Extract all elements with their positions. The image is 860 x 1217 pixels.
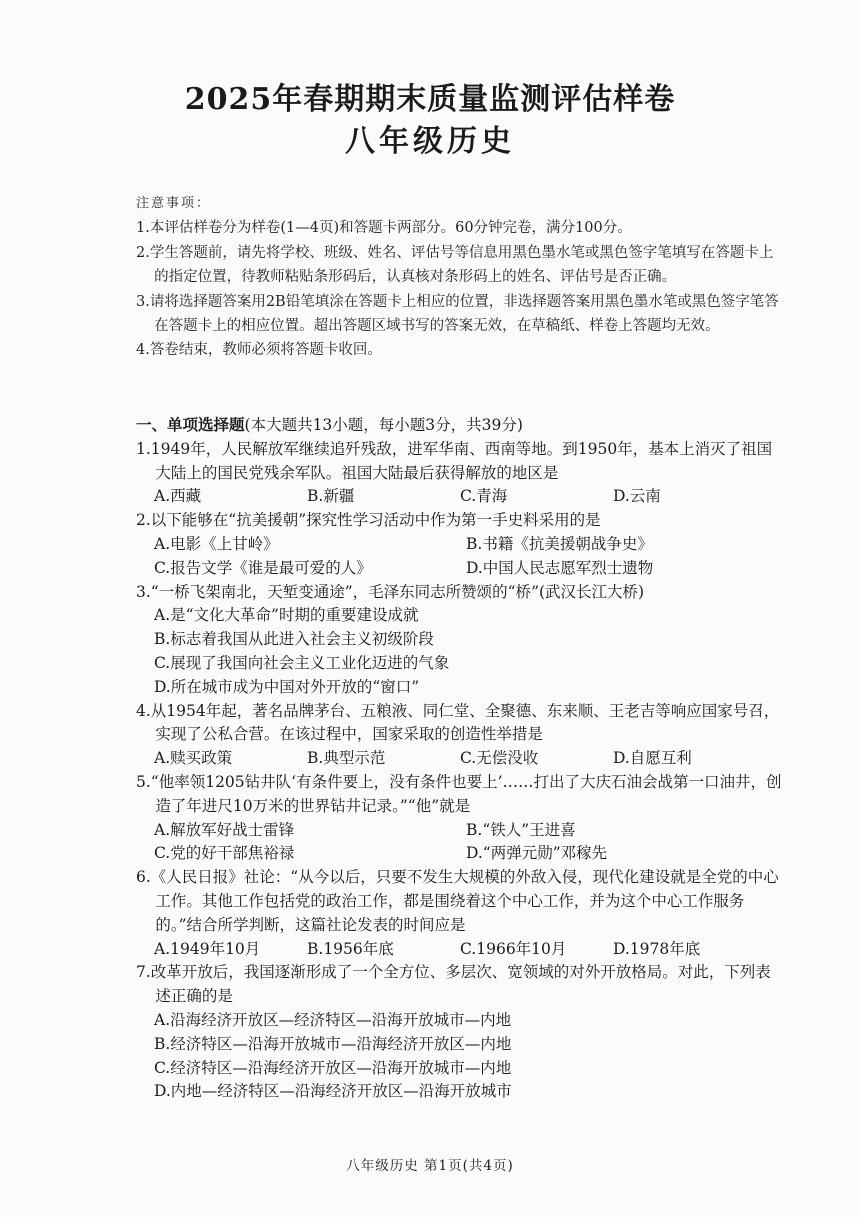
option-a: A.1949年10月 bbox=[154, 939, 261, 958]
option-a: A.电影《上甘岭》 bbox=[154, 534, 279, 553]
question-stem: 1.1949年，人民解放军继续追歼残敌，进军华南、西南等地。到1950年，基本上消灭了祖国大陆上的国民党残余军队。祖国大陆最后获得解放的地区是 bbox=[136, 439, 773, 482]
question-6 bbox=[136, 866, 786, 961]
option-b: B.1956年底 bbox=[307, 939, 394, 958]
option-a: A.是“文化大革命”时期的重要建设成就 bbox=[154, 606, 419, 625]
question-5 bbox=[136, 771, 786, 866]
options-row bbox=[136, 938, 786, 962]
option-a: A.赎买政策 bbox=[154, 749, 233, 768]
notes-block bbox=[136, 192, 786, 363]
option-b: B.新疆 bbox=[307, 487, 355, 506]
options-row bbox=[136, 557, 786, 581]
options-row bbox=[136, 533, 786, 557]
page-footer: 八年级历史 第1页(共4页) bbox=[346, 1158, 514, 1174]
option-c: C.报告文学《谁是最可爱的人》 bbox=[154, 558, 372, 577]
option-d: D.1978年底 bbox=[613, 939, 701, 958]
option-a: A.西藏 bbox=[154, 487, 202, 506]
option-b: B.书籍《抗美援朝战争史》 bbox=[466, 534, 653, 553]
note-item: 1.本评估样卷分为样卷(1—4页)和答题卡两部分。60分钟完卷，满分100分。 bbox=[136, 220, 632, 237]
question-4 bbox=[136, 700, 786, 771]
option-d: D.内地—经济特区—沿海经济开放区—沿海开放城市 bbox=[154, 1082, 512, 1101]
question-stem: 7.改革开放后，我国逐渐形成了一个全方位、多层次、宽领域的对外开放格局。对此，下列表述正确的是 bbox=[136, 963, 771, 1006]
question-1 bbox=[136, 438, 786, 509]
option-b: B.经济特区—沿海开放城市—沿海经济开放区—内地 bbox=[154, 1034, 512, 1053]
option-a: A.沿海经济开放区—经济特区—沿海开放城市—内地 bbox=[154, 1010, 512, 1029]
question-stem: 6.《人民日报》社论：“从今以后，只要不发生大规模的外敌入侵，现代化建设就是全党的中心工作。其他工作包括党的政治工作，都是围绕着这个中心工作，并为这个中心工作服务的。”结合所学判断，这篇社论发表的时间应是 bbox=[136, 868, 779, 934]
section-info: (本大题共13小题，每小题3分，共39分) bbox=[244, 416, 523, 434]
option-d: D.“两弹元勋”邓稼先 bbox=[466, 844, 608, 863]
options-row bbox=[136, 747, 786, 771]
exam-subtitle: 八年级历史 bbox=[345, 124, 515, 159]
note-item: 2.学生答题前，请先将学校、班级、姓名、评估号等信息用黑色墨水笔或黑色签字笔填写在答题卡上的指定位置，待教师粘贴条形码后，认真核对条形码上的姓名、评估号是否正确。 bbox=[136, 244, 774, 286]
question-stem: 4.从1954年起，著名品牌茅台、五粮液、同仁堂、全聚德、东来顺、王老吉等响应国家号召，实现了公私合营。在该过程中，国家采取的创造性举措是 bbox=[136, 701, 780, 744]
option-d: D.中国人民志愿军烈士遗物 bbox=[466, 558, 654, 577]
exam-title: 2025年春期期末质量监测评估样卷 bbox=[184, 82, 676, 117]
question-stem: 2.以下能够在“抗美援朝”探究性学习活动中作为第一手史料采用的是 bbox=[136, 511, 601, 530]
note-item: 3.请将选择题答案用2B铅笔填涂在答题卡上相应的位置，非选择题答案用黑色墨水笔或黑色签字笔答在答题卡上的相应位置。超出答题区域书写的答案无效，在草稿纸、样卷上答题均无效。 bbox=[136, 293, 779, 335]
notes-heading: 注意事项： bbox=[136, 196, 212, 211]
option-c: C.无偿没收 bbox=[460, 749, 539, 768]
option-c: C.1966年10月 bbox=[460, 939, 567, 958]
option-d: D.自愿互利 bbox=[613, 749, 692, 768]
options-row bbox=[136, 819, 786, 843]
option-b: B.典型示范 bbox=[307, 749, 386, 768]
questions-block bbox=[136, 413, 786, 1104]
option-d: D.云南 bbox=[613, 487, 661, 506]
options-row bbox=[136, 842, 786, 866]
option-b: B.“铁人”王进喜 bbox=[466, 820, 576, 839]
question-7 bbox=[136, 961, 786, 1104]
options-row bbox=[136, 485, 786, 509]
question-2 bbox=[136, 509, 786, 580]
question-stem: 5.“他率领1205钻井队‘有条件要上，没有条件也要上’……打出了大庆石油会战第一口油井，创造了年进尺10万米的世界钻井记录。”“他”就是 bbox=[136, 772, 782, 815]
section-label: 一、单项选择题 bbox=[136, 415, 245, 434]
question-stem: 3.“一桥飞架南北，天堑变通途”，毛泽东同志所赞颂的“桥”(武汉长江大桥) bbox=[136, 582, 645, 601]
option-c: C.党的好干部焦裕禄 bbox=[154, 844, 295, 863]
section-heading bbox=[136, 413, 786, 438]
option-c: C.青海 bbox=[460, 487, 508, 506]
option-c: C.经济特区—沿海经济开放区—沿海开放城市—内地 bbox=[154, 1058, 512, 1077]
option-c: C.展现了我国向社会主义工业化迈进的气象 bbox=[154, 653, 450, 672]
option-a: A.解放军好战士雷锋 bbox=[154, 820, 295, 839]
note-item: 4.答卷结束，教师必须将答题卡收回。 bbox=[136, 342, 382, 359]
option-b: B.标志着我国从此进入社会主义初级阶段 bbox=[154, 630, 434, 649]
option-d: D.所在城市成为中国对外开放的“窗口” bbox=[154, 677, 420, 696]
question-3 bbox=[136, 581, 786, 700]
